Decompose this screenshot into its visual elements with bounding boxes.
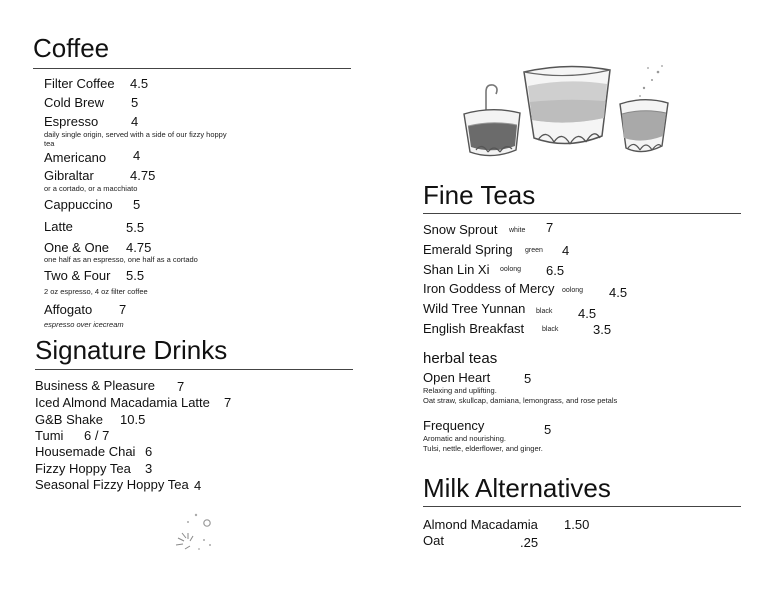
menu-item-name: Gibraltar	[44, 168, 94, 183]
menu-item-price: 6.5	[546, 263, 565, 278]
menu-item-price: 3	[145, 461, 153, 476]
menu-item-price: 6 / 7	[84, 428, 110, 443]
menu-item-name: Snow Sprout	[423, 222, 498, 237]
menu-item-name: Shan Lin Xi	[423, 262, 490, 277]
menu-item-name: Business & Pleasure	[35, 378, 155, 393]
menu-item-note: or a cortado, or a macchiato	[44, 184, 138, 193]
menu-item-price: 4.5	[130, 76, 149, 91]
menu-item-name: Filter Coffee	[44, 76, 115, 91]
menu-item-price: 7	[177, 379, 185, 394]
menu-item-price: 5	[544, 422, 552, 437]
menu-item-name: Iced Almond Macadamia Latte	[35, 395, 210, 410]
menu-item-note: Relaxing and uplifting.	[423, 386, 497, 395]
menu-item-price: 4.75	[130, 168, 156, 183]
menu-item-name: G&B Shake	[35, 412, 103, 427]
menu-item-price: 4.75	[126, 240, 152, 255]
menu-item-name: Tumi	[35, 428, 64, 443]
menu-item-name: Two & Four	[44, 268, 111, 283]
menu-item-price: .25	[520, 535, 539, 550]
tea-cups-illustration-icon	[452, 58, 674, 166]
menu-item-price: 5	[524, 371, 532, 386]
menu-item-note: Aromatic and nourishing.	[423, 434, 506, 443]
menu-item-name: One & One	[44, 240, 110, 255]
menu-item-price: 10.5	[120, 412, 146, 427]
menu-item-name: Frequency	[423, 418, 485, 433]
menu-item-name: Espresso	[44, 114, 99, 129]
menu-item-price: 4	[562, 243, 570, 258]
menu-item-price: 7	[546, 220, 554, 235]
tea-type-tag: black	[542, 326, 559, 333]
menu-item-price: 3.5	[593, 322, 612, 337]
menu-item-price: 6	[145, 444, 153, 459]
coffee-heading: Coffee	[33, 33, 110, 63]
menu-item-price: 5	[133, 197, 141, 212]
signature-heading: Signature Drinks	[35, 335, 228, 365]
menu-item-name: Seasonal Fizzy Hoppy Tea	[35, 477, 189, 492]
menu-item-price: 5	[131, 95, 139, 110]
tea-type-tag: white	[509, 227, 526, 234]
menu-item-name: Emerald Spring	[423, 242, 513, 257]
menu-item-name: Iron Goddess of Mercy	[423, 281, 555, 296]
milk-rule	[423, 506, 741, 507]
menu-item-price: 4.5	[578, 306, 597, 321]
menu-item-price: 5.5	[126, 268, 145, 283]
menu-item-name: Housemade Chai	[35, 444, 136, 459]
menu-item-name: English Breakfast	[423, 321, 525, 336]
menu-item-price: 1.50	[564, 517, 590, 532]
menu-item-price: 4	[133, 148, 141, 163]
menu-item-note: Tulsi, nettle, elderflower, and ginger.	[423, 444, 543, 453]
menu-item-price: 5.5	[126, 220, 145, 235]
tea-type-tag: oolong	[562, 287, 584, 294]
menu-item-note: espresso over icecream	[44, 320, 124, 329]
menu-item-note: Oat straw, skullcap, damiana, lemongrass, and rose petals	[423, 396, 618, 405]
menu-item-name: Americano	[44, 150, 107, 165]
menu-item-note: one half as an espresso, one half as a cortado	[44, 255, 198, 264]
menu-item-price: 4.5	[609, 285, 628, 300]
menu-item-name: Affogato	[44, 302, 93, 317]
signature-rule	[35, 369, 353, 370]
menu-item-price: 4	[131, 114, 139, 129]
menu-item-price: 7	[119, 302, 127, 317]
menu-item-name: Oat	[423, 533, 444, 548]
menu-item-note: tea	[44, 139, 55, 148]
menu-item-name: Wild Tree Yunnan	[423, 301, 526, 316]
menu-item-name: Cappuccino	[44, 197, 113, 212]
menu-item-name: Latte	[44, 219, 73, 234]
menu-item-name: Almond Macadamia	[423, 517, 538, 532]
herbal-heading: herbal teas	[423, 350, 498, 367]
sparkle-doodle-icon	[168, 506, 218, 556]
menu-item-note: 2 oz espresso, 4 oz filter coffee	[44, 287, 148, 296]
teas-rule	[423, 213, 741, 214]
menu-item-name: Fizzy Hoppy Tea	[35, 461, 131, 476]
menu-item-note: daily single origin, served with a side of our fizzy hoppy	[44, 130, 227, 139]
menu-item-price: 7	[224, 395, 232, 410]
tea-type-tag: green	[525, 247, 543, 254]
milk-heading: Milk Alternatives	[423, 473, 611, 503]
teas-heading: Fine Teas	[423, 180, 536, 210]
tea-type-tag: black	[536, 308, 553, 315]
menu-item-name: Cold Brew	[44, 95, 104, 110]
coffee-rule	[33, 68, 351, 69]
menu-item-name: Open Heart	[423, 370, 491, 385]
menu-item-price: 4	[194, 478, 202, 493]
tea-type-tag: oolong	[500, 266, 522, 273]
